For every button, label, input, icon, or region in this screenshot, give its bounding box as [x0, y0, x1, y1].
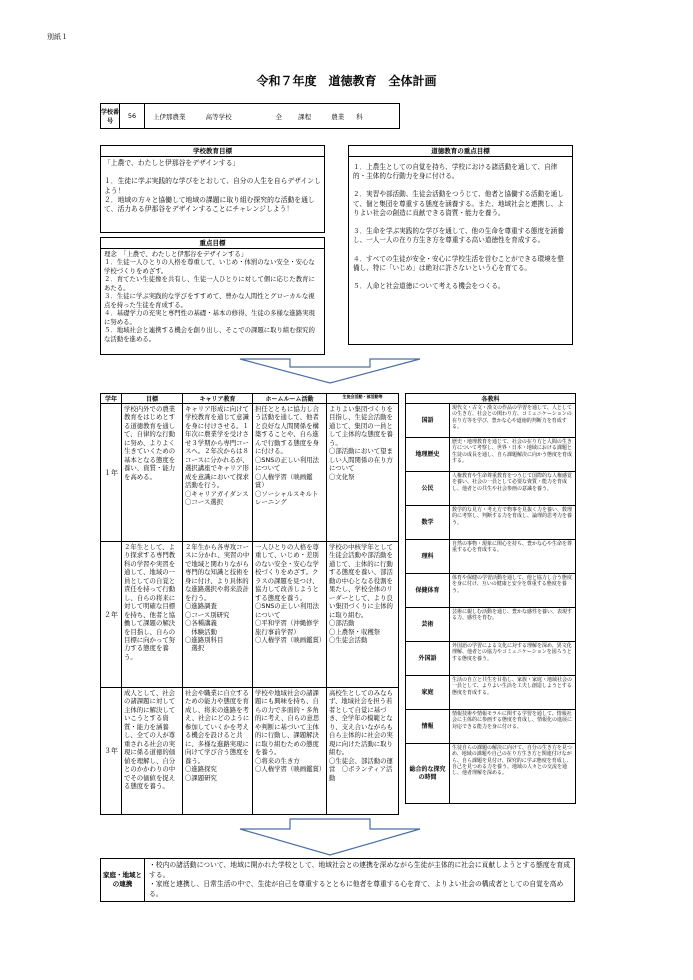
grade-cell: 学校の中核学年として生徒会活動や部活動を通じて、主体的に行動する態度を養い、部活動の中心となる役割を果たし、学校全体のリーダーとして、より良い集団づくりに主体的に取り組む。 〇部活動 〇上農祭・収穫祭 〇生徒会活動 — [327, 542, 399, 688]
subject-text: 芸術に親しむ活動を通じ、豊かな感性を養い、表現する力、感性を育む。 — [450, 608, 576, 642]
subjects-table — [405, 393, 576, 804]
grade-cell: 一人ひとりの人格を尊重して、いじめ・差別のない安全・安心な学校づくりをめざす。クラスの課題を見つけ、協力して改善しようとする態度を養う。 〇SNSの正しい利用法について 〇平和学習（沖縄修学旅行事前学習） 〇人権学習（映画鑑賞） — [253, 542, 327, 688]
goal-header: 目標 — [122, 394, 183, 404]
subject-name: 国語 — [406, 404, 450, 438]
table-row — [406, 404, 576, 438]
school-course-cell — [264, 104, 400, 129]
school-goal-text: 「上農で、わたしと伊那谷をデザインする」 １．生徒に学ぶ実践的な学びをとおして、自分の人生を自らデザインしよう！ ２．地域の方々と協働して地域の課題に取り組む探究的な活動を通して、活力ある伊那谷をデザインすることにチャレンジしよう！ — [104, 159, 321, 213]
grade-label: ２年 — [101, 542, 122, 688]
subject-name: 情報 — [406, 710, 450, 744]
grade-cell: よりよい集団づくりを目指し、生徒会活動を通じて、集団の一員として主体的な態度を養う。 〇部活動において望ましい人間関係の在り方について 〇文化祭 — [327, 404, 399, 542]
table-row — [406, 608, 576, 642]
school-name: 上伊那農業 — [153, 112, 186, 121]
subject-text: 数学的な見方・考え方で物事を見抜く力を養い、数理的に考察し、判断する力を育成し、論理的思考力を養う。 — [450, 506, 576, 540]
moral-focus-item: ２．実習や部活動、生徒会活動をつうじて、他者と協働する活動を通して、個と集団を尊重する態度を涵養する。また、地域社会と連携し、よりよい社会の創造に貢献できる資質・能力を養う。 — [353, 190, 564, 217]
school-number: 56 — [120, 104, 145, 129]
subject-name: 理科 — [406, 540, 450, 574]
subject-name: 総合的な探究の時間 — [406, 744, 450, 804]
school-number-label: 学校番号 — [101, 104, 120, 129]
grade-cell: 社会や職業に自立するための能力や態度を育成し、将来の進路を考え、社会にどのように参加していくかを考える機会を設けると共に、多様な進路実現に向けて学び合う態度を養う。 〇進路探究 〇課題研究 — [183, 688, 253, 815]
subject-name: 保健体育 — [406, 574, 450, 608]
subject-name: 芸術 — [406, 608, 450, 642]
subject-text: 自然の事物・現象に関心を持ち、豊かな心や生命を尊重する心を育成する。 — [450, 540, 576, 574]
community-text-cell — [145, 859, 575, 902]
subject-text: 現代文・古文・漢文の作品の学習を通して、人としての生き方、社会との関わり方、コミュニケーションの在り方等を学び、豊かな心や道徳的判断力を育成する。 — [450, 404, 576, 438]
grade-cell: キャリア形成に向けて学校教育を通じて意識を身に付けさせる。１年次に農業学を受けさせ３学期から専門コースへ。２年次からは８コースに分かれるが、選択講座でキャリア形成を意識において探求活動を行う。 〇キャリアガイダンス 〇コース選択 — [183, 404, 253, 542]
grade-cell: 成人として、社会の諸課題に対して主体的に解決していこうとする資質・能力を涵養し、全ての人が尊重される社会の実現に係る道徳的価値を理解し、自分とのかかわりの中でその価値を捉える態度を養う。 — [122, 688, 183, 815]
page-title: 令和７年度 道徳教育 全体計画 — [256, 74, 437, 88]
moral-focus-box — [348, 145, 573, 345]
subject-name: 外国語 — [406, 642, 450, 676]
grade-cell: ２年生として、より探求する専門教科の学習や実習を通して、地域の一員としての自覚と責任を持って行動し、自らの将来に対して明確な目標を持ち、他者と協働して課題の解決を目指し、自らの目標に向かって努力する態度を養う。 — [122, 542, 183, 688]
table-row — [406, 472, 576, 506]
down-arrow-icon — [230, 815, 430, 857]
community-table — [100, 858, 575, 902]
moral-focus-heading: 道徳教育の重点目標 — [349, 146, 572, 157]
subject-name: 数学 — [406, 506, 450, 540]
subject-text: 生活の自立と共生を目指し、家族・家庭・地域社会の一員として、よりよい生活を工夫し創造しようとする態度を育成する。 — [450, 676, 576, 710]
homeroom-header: ホームルーム活動 — [253, 394, 327, 404]
attachment-label: 別紙１ — [47, 33, 68, 41]
table-row — [101, 542, 399, 688]
community-label: 家庭・地域との連携 — [101, 859, 145, 902]
table-row — [406, 676, 576, 710]
subject-text: 歴史・地理教育を通じて、社会の在り方と人間の生き方について考察し、世界・日本・地域における課題と生徒の成長を通し、自ら課題解決に向かう態度を育成する。 — [450, 438, 576, 472]
grade-label: ３年 — [101, 688, 122, 815]
subject-text: 体育や保健の学習活動を通して、他と協力し合う態度を身に付け、互いの健康と安全を尊重する態度を養う。 — [450, 574, 576, 608]
table-row — [406, 744, 576, 804]
table-row — [406, 710, 576, 744]
school-department: 農業 — [331, 112, 345, 121]
moral-focus-list — [349, 157, 572, 297]
school-goal-box — [100, 145, 325, 233]
subject-text: 人権教育や生命尊重教育をつうじて国際的な人権感覚を養い、社会の一員として必要な資質・能力を育成し、他者との共生や社会参画の意識を養う。 — [450, 472, 576, 506]
subjects-heading: 各教科 — [406, 394, 576, 404]
table-row — [406, 540, 576, 574]
community-item: ・家庭と連携し、日常生活の中で、生徒が自己を尊重するとともに他者を尊重する心を育て、よりよい社会の構成者としての自覚を高める。 — [149, 880, 564, 898]
community-item: ・校内の諸活動について、地域に開かれた学校として、地域社会との連携を深めながら生徒が主体的に社会に貢献しようとする態度を育成する。 — [149, 861, 570, 879]
table-row — [406, 506, 576, 540]
focus-goal-heading: 重点目標 — [101, 238, 324, 249]
moral-focus-item: ５．人命と社会道徳について考える機会をつくる。 — [353, 281, 505, 290]
grade-cell: 高校生としてのみならず、地域社会を担う若者として自覚に基づき、全学年の模範となり、支え合いながらも自ら主体的に社会の実現に向けた活動に取り組む。 〇生徒会、部活動の運営 〇ボランティア活動 — [327, 688, 399, 815]
focus-goal-text: 理念 「上農で、わたしと伊那谷をデザインする」 １．生徒一人ひとりの人格を尊重して、いじめ・体罰のない安全・安心な学校づくりをめざす。 ２．育てたい生徒像を共有し、生徒一人ひとりに対して個に応じた教育にあたる。 ３．生徒に学ぶ実践的な学びをすすめて、豊かな人間性とグローカルな視点を持った生徒を育成する。 ４．基礎学力の充実と専門性の基礎・基本の修得、生徒の多様な進路実現に努める。 ５．地域社会と連携する機会を創り出し、そこでの課題に取り組む探究的な活動を進める。 — [104, 250, 315, 343]
down-arrow-icon — [230, 357, 430, 385]
grade-cell: 学校や地域社会の諸課題にも興味を持ち、自らの力で多面的・多角的に考え、自らの意思や判断に基づいて主体的に行動し、課題解決に取り組むための態度を養う。 〇将来の生き方 〇人権学習（映画鑑賞） — [253, 688, 327, 815]
grade-header: 学年 — [101, 394, 122, 404]
school-type: 高等学校 — [205, 112, 232, 121]
subject-name: 地理歴史 — [406, 438, 450, 472]
subject-text: 生徒自らの課題の解決に向けて、自分の生き方を見つめ、地域の課題や自己の在り方生き方と関連付けながら、自ら課題を見付け、探究的に学ぶ態度を育成し、自己を見つめる力を養う。地域の人々との交流を通し、他者理解を深める。 — [450, 744, 576, 804]
career-header: キャリア教育 — [183, 394, 253, 404]
table-row — [406, 438, 576, 472]
grade-cell: ２年生から各専攻コースに分かれ、実習の中で地域と関わりながら専門的な知識と技術を身に付け、より具体的な進路選択や将来設計を行う。 〇進路調査 〇コース別研究 〇各種講義 体験活動 〇進路別科目 選択 — [183, 542, 253, 688]
school-goal-heading: 学校教育目標 — [101, 146, 324, 157]
table-row — [101, 404, 399, 542]
table-row — [406, 642, 576, 676]
moral-focus-item: ３．生命を学ぶ実践的な学びを通して、他の生命を尊重する態度を涵養し、一人一人の在り方生き方を尊重する高い道徳性を育成する。 — [353, 227, 564, 245]
grade-cell: 担任とともに協力し合う活動を通して、他者と良好な人間関係を構築することや、自ら進んで行動する態度を身に付ける。 〇SNSの正しい利用法について 〇人権学習（映画鑑賞） 〇ソーシャルスキルトレーニング — [253, 404, 327, 542]
table-row — [101, 688, 399, 815]
subject-name: 公民 — [406, 472, 450, 506]
subject-text: 情報技術や情報モラルに関する学習を通して、情報社会に主体的に参画する態度を育成し、情報化の進展に対応できる能力を身に付ける。 — [450, 710, 576, 744]
grade-cell: 学校内外での農業教育をはじめとする道徳教育を通して、自律的な行動に努め、よりよく生きていくための基本となる態度を養い、資質・能力を高める。 — [122, 404, 183, 542]
table-row — [406, 574, 576, 608]
subject-name: 家庭 — [406, 676, 450, 710]
grade-label: １年 — [101, 404, 122, 542]
grade-table — [100, 393, 399, 815]
student-council-header: 生徒会活動・部活動等 — [327, 394, 399, 404]
school-info-table — [100, 103, 400, 129]
school-name-cell — [145, 104, 264, 129]
focus-goal-box — [100, 237, 325, 355]
subject-text: 外国語の学習による文化に対する理解を深め、異文化理解、他者との協力やコミュニケーションを図ろうとする態度を養う。 — [450, 642, 576, 676]
moral-focus-item: １．上農生としての自覚を持ち、学校における諸活動を通して、自律的・主体的な行動力を身に付ける。 — [353, 163, 558, 181]
moral-focus-item: ４．すべての生徒が安全・安心に学校生活を営むことができる環境を整備し、特に「いじめ」は絶対に許さないという心を育てる。 — [353, 254, 564, 272]
school-system: 全 — [275, 112, 283, 121]
school-system-suffix: 課程 — [298, 112, 312, 121]
school-department-suffix: 科 — [356, 112, 363, 121]
